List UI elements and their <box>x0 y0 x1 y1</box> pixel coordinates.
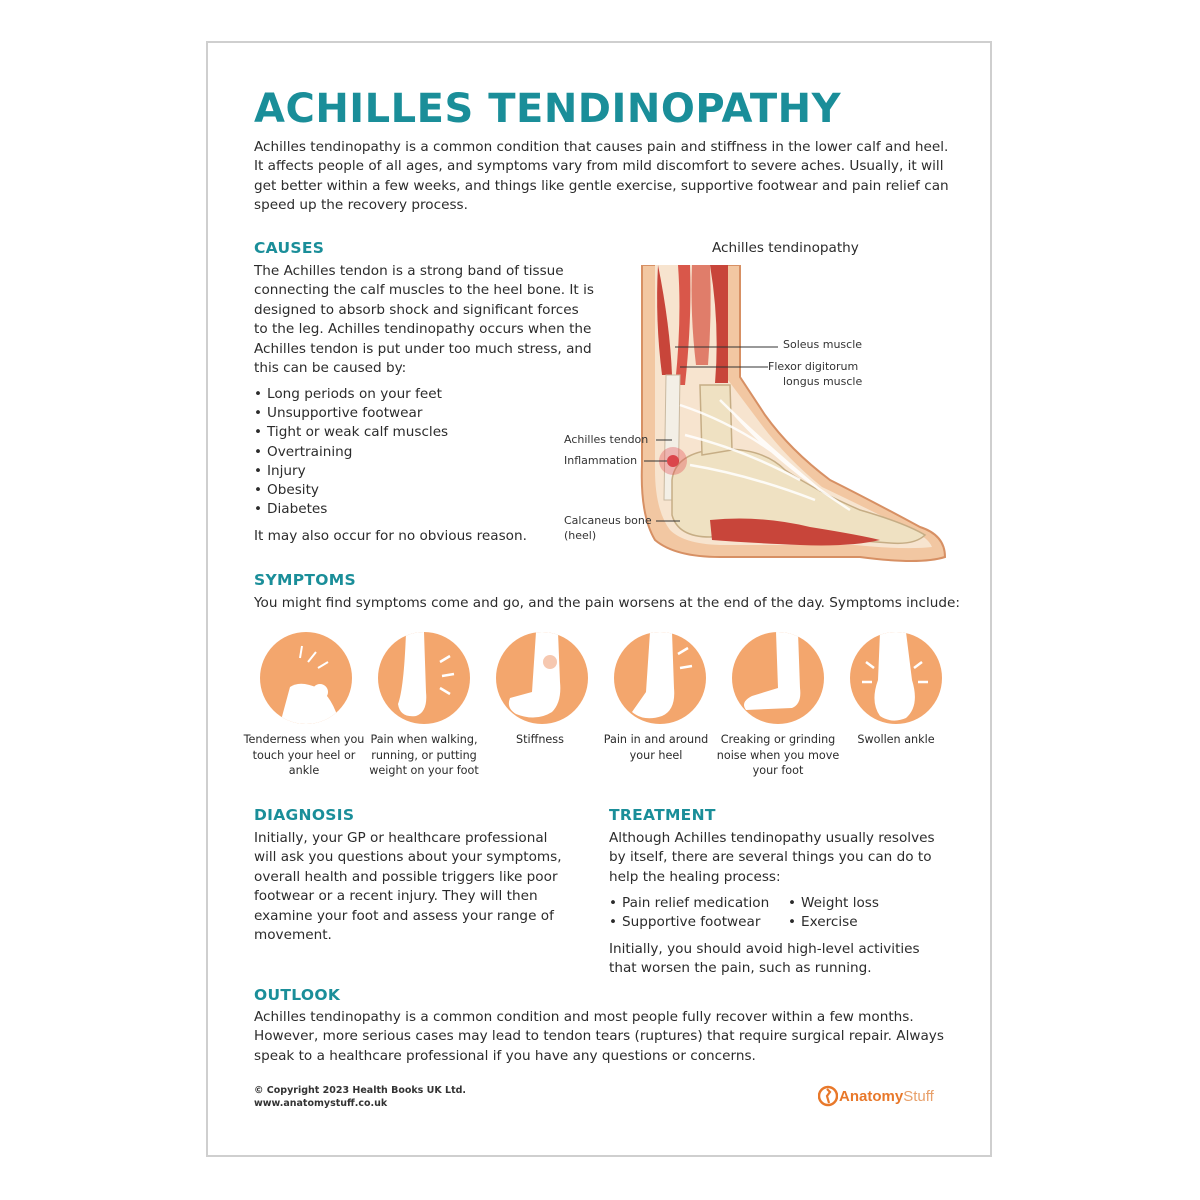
symptom-caption: Pain when walking, running, or putting weight on your foot <box>369 733 479 778</box>
anatomystuff-logo[interactable] <box>818 1083 934 1109</box>
list-item: • Long periods on your feet <box>254 385 554 404</box>
list-item: • Diabetes <box>254 500 554 519</box>
label-achilles: Achilles tendon <box>564 433 649 446</box>
label-soleus: Soleus muscle <box>783 338 863 351</box>
stiff-heel-icon <box>496 632 588 724</box>
outlook-body: Achilles tendinopathy is a common condition and most people fully recover within a few months. However, more serious cases may lead to tendon tears (ruptures) that require surgical repair. Always speak to a healthcare professional if you have any questions or concerns. <box>254 1009 944 1064</box>
illustration-title: Achilles tendinopathy <box>712 240 859 256</box>
diagnosis-body: Initially, your GP or healthcare professional will ask you questions about your symptoms, overall health and possible triggers like poor footwear or a recent injury. They will then examine your foot and assess your range of movement. <box>254 830 562 944</box>
list-item: • Overtraining <box>254 443 554 462</box>
website-link[interactable]: www.anatomystuff.co.uk <box>254 1098 388 1109</box>
treatment-heading: TREATMENT <box>609 806 716 824</box>
heel-pain-icon <box>614 632 706 724</box>
foot-anatomy-illustration <box>560 265 950 585</box>
list-item: • Tight or weak calf muscles <box>254 423 554 442</box>
label-calcaneus-line2: (heel) <box>564 529 597 542</box>
label-inflammation: Inflammation <box>564 454 638 467</box>
diagnosis-heading: DIAGNOSIS <box>254 806 355 824</box>
treatment-list-left <box>609 894 799 932</box>
copyright-text: © Copyright 2023 Health Books UK Ltd. <box>254 1085 467 1096</box>
walking-foot-icon <box>378 632 470 724</box>
logo-figure-icon <box>818 1084 838 1108</box>
causes-body: The Achilles tendon is a strong band of tissue connecting the calf muscles to the heel bone. It is designed to absorb shock and significant forces to the leg. Achilles tendinopathy occurs when the Achilles tendon is put under too much stress, and this can be caused by: <box>254 263 594 377</box>
outlook-heading: OUTLOOK <box>254 986 341 1004</box>
list-item: • Pain relief medication <box>609 894 799 913</box>
list-item: • Unsupportive footwear <box>254 404 554 423</box>
logo-text-stuff: Stuff <box>903 1087 934 1105</box>
symptoms-intro: You might find symptoms come and go, and the pain worsens at the end of the day. Symptoms include: <box>254 595 960 611</box>
intro-paragraph: Achilles tendinopathy is a common condition that causes pain and stiffness in the lower calf and heel. It affects people of all ages, and symptoms vary from mild discomfort to severe aches. Usually, it will get better within a few weeks, and things like gentle exercise, supportive footwear and pain relief can speed up the recovery process. <box>254 139 949 214</box>
swollen-ankle-icon <box>850 632 942 724</box>
list-item: • Weight loss <box>788 894 948 913</box>
label-calcaneus-line1: Calcaneus bone <box>564 514 652 527</box>
creaking-foot-icon <box>732 632 824 724</box>
symptom-caption: Creaking or grinding noise when you move your foot <box>716 733 840 778</box>
heel-touch-icon <box>260 632 352 724</box>
symptoms-heading: SYMPTOMS <box>254 571 356 589</box>
treatment-body: Although Achilles tendinopathy usually resolves by itself, there are several things you can do to help the healing process: <box>609 830 935 885</box>
symptom-caption: Pain in and around your heel <box>603 733 709 762</box>
list-item: • Obesity <box>254 481 554 500</box>
list-item: • Injury <box>254 462 554 481</box>
treatment-list-right <box>788 894 948 932</box>
symptom-caption: Tenderness when you touch your heel or ankle <box>243 733 365 778</box>
treatment-footer: Initially, you should avoid high-level activities that worsen the pain, such as running. <box>609 941 920 977</box>
list-item: • Exercise <box>788 913 948 932</box>
causes-list <box>254 385 554 519</box>
causes-heading: CAUSES <box>254 239 325 257</box>
causes-footer: It may also occur for no obvious reason. <box>254 528 527 544</box>
symptom-caption: Stiffness <box>516 733 564 746</box>
symptom-caption: Swollen ankle <box>857 733 935 746</box>
label-flexor-line1: Flexor digitorum <box>768 360 859 373</box>
logo-text-anatomy: Anatomy <box>839 1087 904 1105</box>
list-item: • Supportive footwear <box>609 913 799 932</box>
label-flexor-line2: longus muscle <box>783 375 863 388</box>
page-title: ACHILLES TENDINOPATHY <box>254 86 842 132</box>
